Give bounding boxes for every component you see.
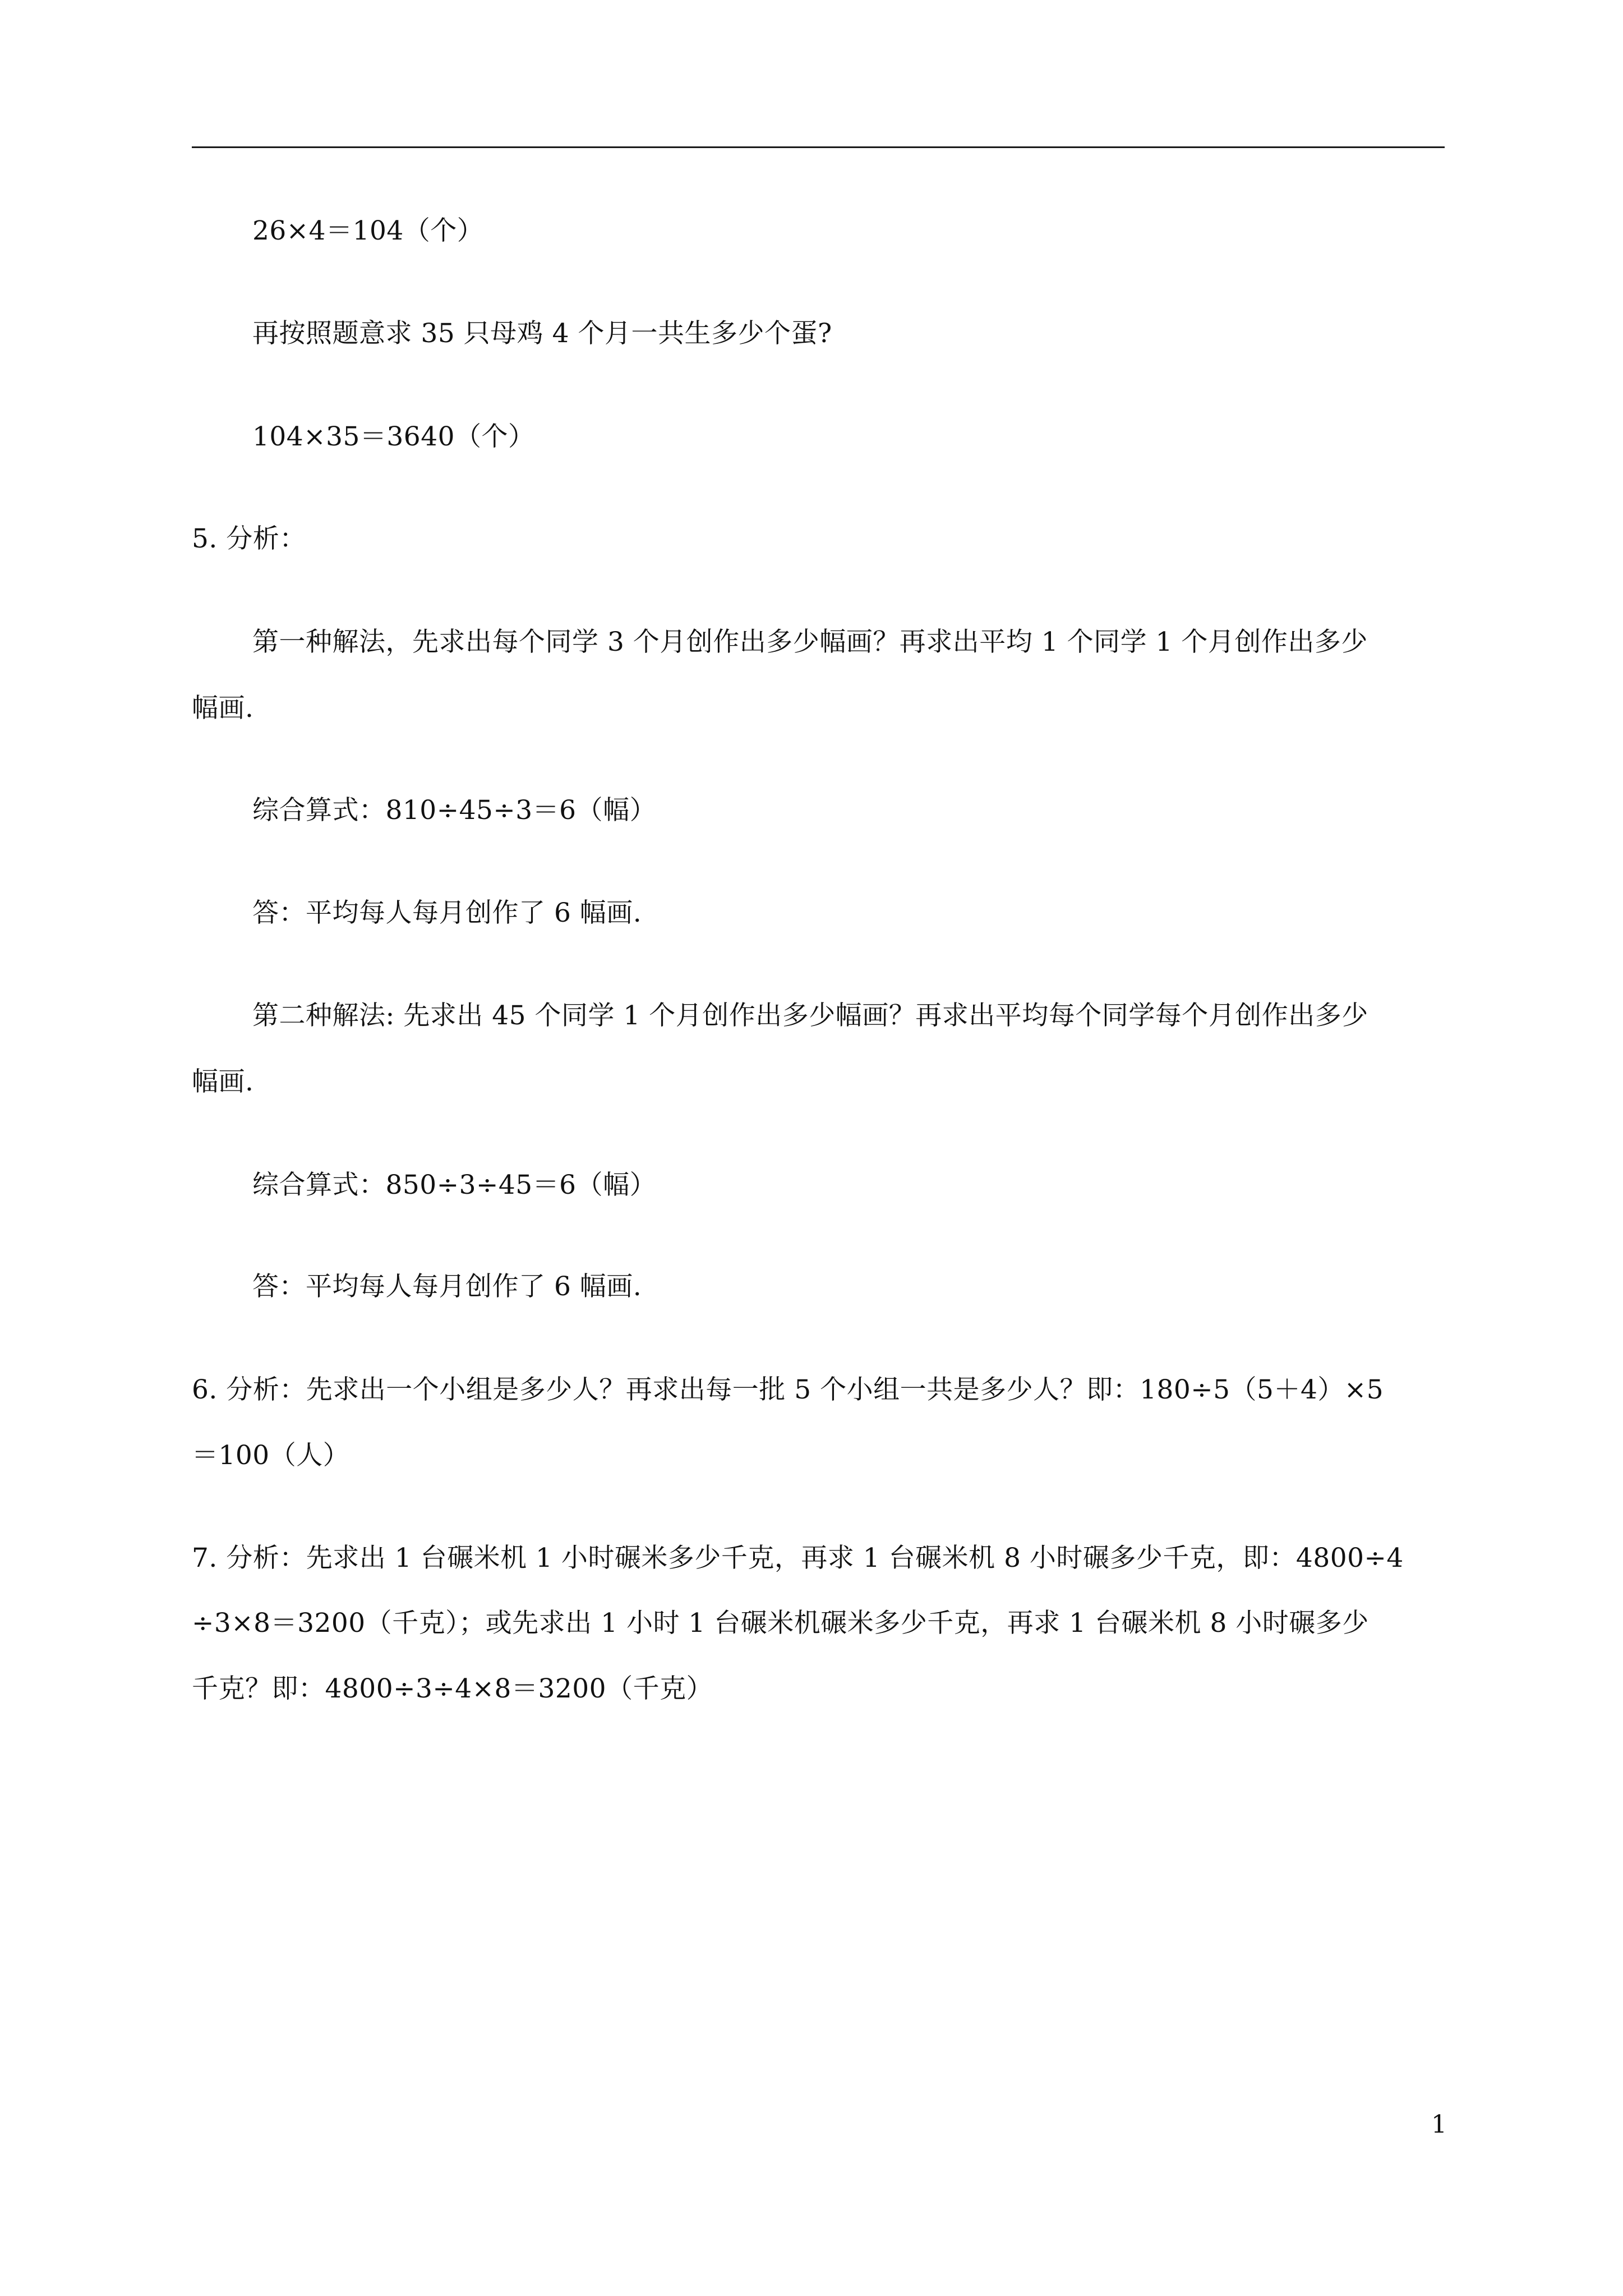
text-line: 幅画. (192, 1066, 254, 1097)
text-line: 104×35＝3640（个） (252, 421, 535, 452)
text-line: 26×4＝104（个） (252, 215, 484, 246)
formula-line: 综合算式：850÷3÷45＝6（幅） (252, 1170, 657, 1200)
text-line: 千克？即：4800÷3÷4×8＝3200（千克） (192, 1673, 713, 1704)
text-line: ＝100（人） (192, 1440, 350, 1471)
text-line: 第二种解法: 先求出 45 个同学 1 个月创作出多少幅画？再求出平均每个同学每个月创作出多少 (252, 1000, 1368, 1031)
text-line: 第一种解法，先求出每个同学 3 个月创作出多少幅画？再求出平均 1 个同学 1 个月创作出多少 (252, 627, 1368, 657)
answer-line: 答：平均每人每月创作了 6 幅画. (252, 898, 642, 928)
section-line: 7. 分析：先求出 1 台碾米机 1 小时碾米多少千克，再求 1 台碾米机 8 小时碾多少千克，即：4800÷4 (192, 1543, 1404, 1573)
page-number: 1 (1431, 2110, 1447, 2139)
section-line: 6. 分析：先求出一个小组是多少人？再求出每一批 5 个小组一共是多少人？即：180÷5（5＋4）×5 (192, 1374, 1384, 1405)
formula-line: 综合算式：810÷45÷3＝6（幅） (252, 795, 657, 826)
text-line: 再按照题意求 35 只母鸡 4 个月一共生多少个蛋? (252, 318, 832, 349)
answer-line: 答：平均每人每月创作了 6 幅画. (252, 1271, 642, 1302)
header-rule (192, 146, 1445, 148)
text-line: 幅画. (192, 693, 254, 724)
section-heading: 5. 分析： (192, 523, 306, 554)
text-line: ÷3×8＝3200（千克）；或先求出 1 小时 1 台碾米机碾米多少千克，再求 1 台碾米机 8 小时碾多少 (192, 1608, 1369, 1639)
